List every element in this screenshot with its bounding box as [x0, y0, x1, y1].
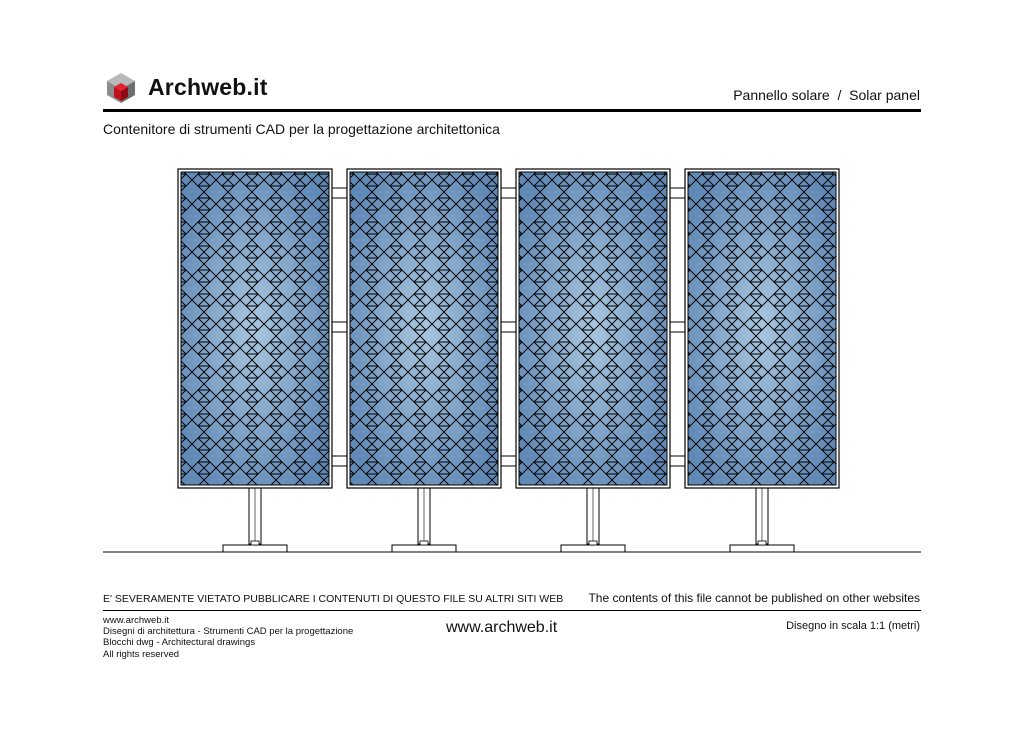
connector-rail	[332, 456, 347, 466]
base-plate	[561, 545, 625, 552]
base-bolt	[758, 541, 766, 545]
panels-group	[178, 169, 839, 552]
panel-cells-pattern	[181, 172, 329, 485]
connector-rail	[501, 322, 516, 332]
footer-line: www.archweb.it	[103, 615, 169, 626]
base-plate	[730, 545, 794, 552]
footer-info	[103, 615, 353, 660]
copyright-notice-it: E' SEVERAMENTE VIETATO PUBBLICARE I CONTENUTI DI QUESTO FILE SU ALTRI SITI WEB	[103, 593, 564, 605]
footer-line: Disegni di architettura - Strumenti CAD per la progettazione	[103, 626, 354, 638]
base-plate	[392, 545, 456, 552]
panel-cells-pattern	[350, 172, 498, 485]
footer-line: All rights reserved	[103, 648, 180, 660]
connector-rail	[332, 322, 347, 332]
drawing-title: Pannello solare / Solar panel	[733, 87, 920, 103]
connector-rail	[332, 188, 347, 198]
connector-rail	[670, 456, 685, 466]
base-bolt	[251, 541, 259, 545]
base-bolt	[420, 541, 428, 545]
panel-cells-pattern	[519, 172, 667, 485]
base-plate	[223, 545, 287, 552]
footer-rule	[103, 610, 921, 611]
copyright-notice-en: The contents of this file cannot be published on other websites	[588, 591, 920, 605]
subtitle: Contenitore di strumenti CAD per la progettazione architettonica	[103, 121, 500, 137]
drawing-scale: Disegno in scala 1:1 (metri)	[786, 620, 920, 632]
connector-rail	[501, 456, 516, 466]
panel-cells-pattern	[688, 172, 836, 485]
footer-line: Blocchi dwg - Architectural drawings	[103, 637, 256, 649]
connector-rail	[501, 188, 516, 198]
footer-site-link[interactable]: www.archweb.it	[446, 619, 558, 636]
base-bolt	[589, 541, 597, 545]
brand-name: Archweb.it	[148, 74, 268, 100]
connector-rail	[670, 322, 685, 332]
connector-rail	[670, 188, 685, 198]
